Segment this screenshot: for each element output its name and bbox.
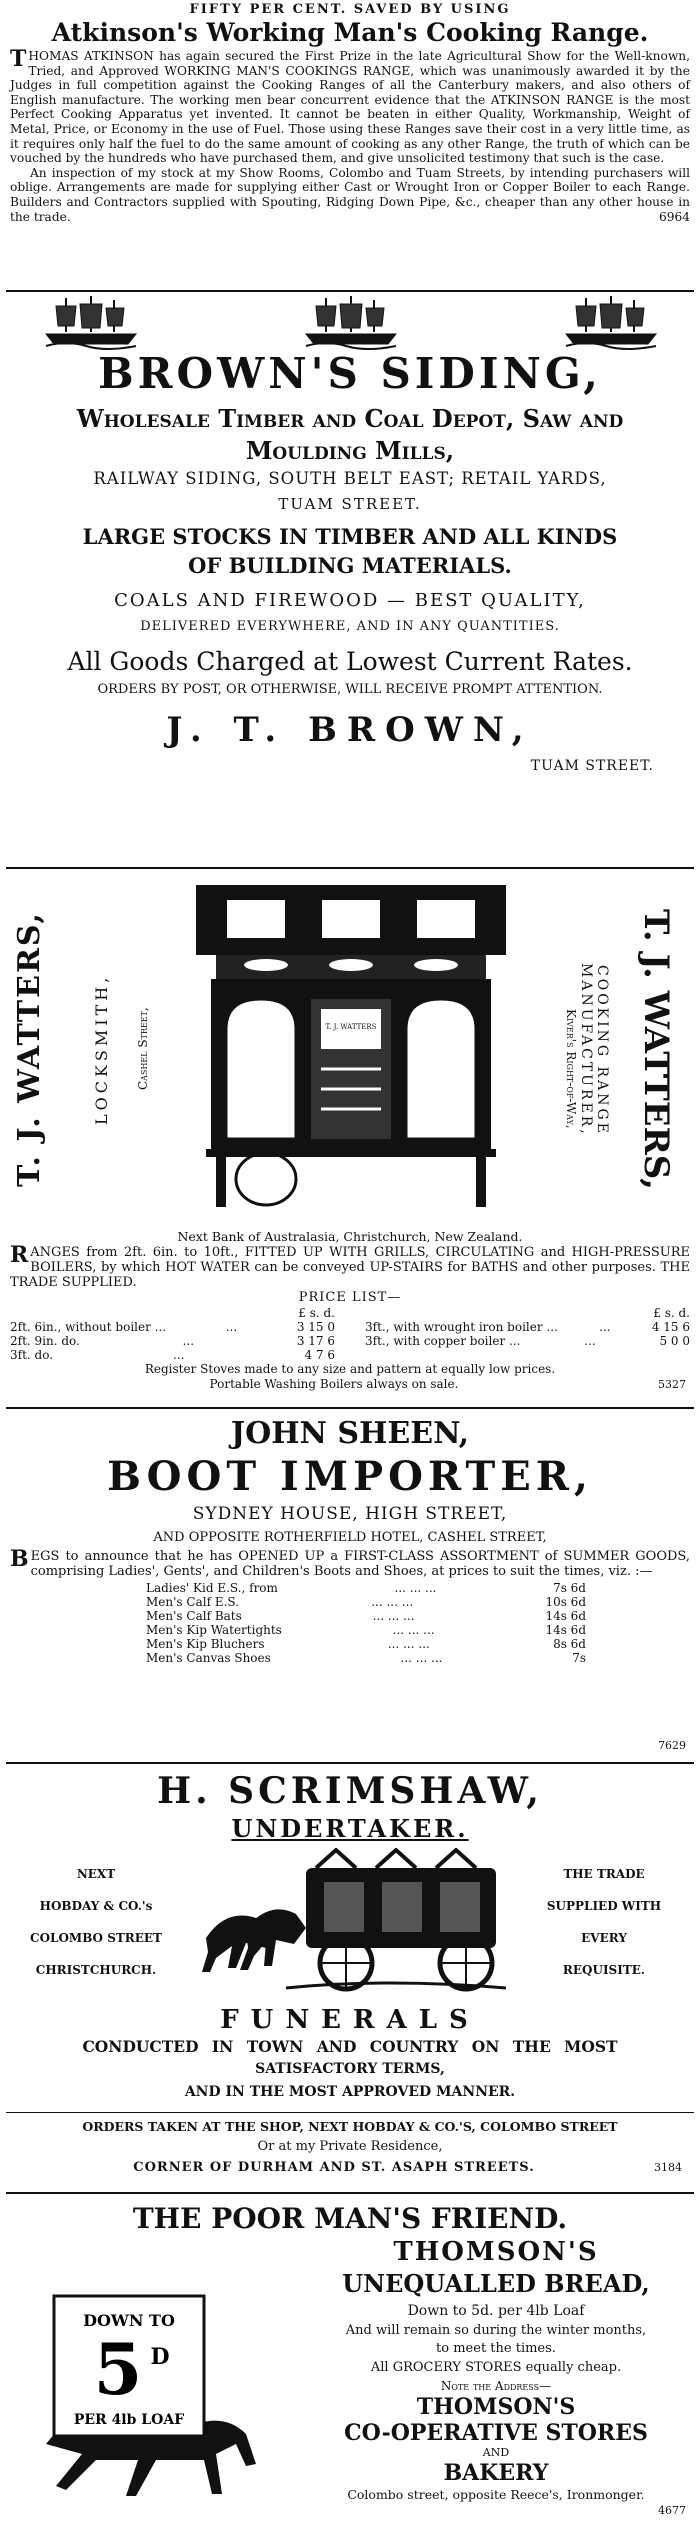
- atkinson-title: Atkinson's Working Man's Cooking Range.: [51, 18, 649, 47]
- watters-price-table: [10, 1306, 690, 1362]
- scrimshaw-name: H. SCRIMSHAW,: [157, 1770, 543, 1812]
- sheen-name: JOHN SHEEN,: [230, 1416, 470, 1451]
- sheen-ad: [6, 1409, 694, 1764]
- list-item: Men's Calf Bats ... ... ... 14s 6d: [146, 1609, 586, 1623]
- scrimshaw-left-column: NEXT HOBDAY & CO.'s COLOMBO STREET CHRISTCHURCH.: [30, 1867, 162, 1977]
- scrimshaw-line-2: SATISFACTORY TERMS,: [255, 2061, 445, 2077]
- price-row: 3ft., with wrought iron boiler ... ... 4 15 6: [365, 1320, 690, 1334]
- atkinson-ad: [6, 0, 694, 292]
- horseman-banner-illustration: [26, 2264, 276, 2504]
- list-item: Men's Kip Bluchers ... ... ... 8s 6d: [146, 1637, 586, 1651]
- brown-ad: [6, 292, 694, 869]
- watters-right-mid: COOKING RANGE MANUFACTURER,: [578, 963, 610, 1137]
- thomson-name: THOMSON'S: [393, 2237, 599, 2267]
- brown-line-3: RAILWAY SIDING, SOUTH BELT EAST; RETAIL YARDS,: [93, 469, 607, 488]
- watters-price-col-left: [10, 1306, 335, 1362]
- sheen-drop-cap: B: [10, 1546, 29, 1572]
- currency-header: £ s. d.: [653, 1306, 690, 1320]
- watters-drop-cap: R: [10, 1242, 29, 1268]
- thomson-line-1: Down to 5d. per 4lb Loaf: [407, 2303, 585, 2319]
- brown-line-6: OF BUILDING MATERIALS.: [188, 553, 512, 578]
- scrimshaw-funerals: FUNERALS: [220, 2005, 480, 2035]
- watters-body: [10, 1242, 690, 1290]
- thomson-bakery: BAKERY: [443, 2460, 549, 2486]
- thomson-headline: THE POOR MAN'S FRIEND.: [132, 2202, 568, 2235]
- brown-line-8: DELIVERED EVERYWHERE, AND IN ANY QUANTITIES.: [140, 619, 560, 634]
- scrimshaw-line-3: AND IN THE MOST APPROVED MANNER.: [184, 2084, 516, 2100]
- watters-ad: [6, 869, 694, 1409]
- price-row: 2ft. 6in., without boiler ... ... 3 15 0: [10, 1320, 335, 1334]
- scrimshaw-line-6: CORNER OF DURHAM AND ST. ASAPH STREETS.: [133, 2160, 535, 2175]
- brown-line-2: Moulding Mills,: [245, 436, 455, 465]
- thomson-title: UNEQUALLED BREAD,: [342, 2269, 650, 2298]
- watters-ref: 5327: [658, 1378, 686, 1391]
- sailing-ships-illustration: [6, 292, 694, 350]
- hearse-illustration: [186, 1848, 516, 1998]
- thomson-line-4: All GROCERY STORES equally cheap.: [370, 2360, 622, 2375]
- stove-plate-text: T. J. WATTERS: [325, 1023, 377, 1031]
- banner-sup-text: D: [150, 2344, 170, 2370]
- atkinson-body-2: [10, 166, 690, 224]
- sheen-body: [10, 1546, 690, 1579]
- hearse-area: [6, 1844, 694, 2004]
- scrimshaw-title: UNDERTAKER.: [231, 1814, 469, 1843]
- price-row: 2ft. 9in. do. ... 3 17 6: [10, 1334, 335, 1348]
- brown-street: TUAM STREET.: [530, 758, 654, 774]
- brown-line-1: Wholesale Timber and Coal Depot, Saw and: [76, 404, 624, 433]
- watters-left-mid: LOCKSMITH,: [92, 973, 111, 1125]
- watters-note-2: Portable Washing Boilers always on sale.: [209, 1377, 459, 1391]
- sheen-body-text: EGS to announce that he has OPENED UP a FIRST-CLASS ASSORTMENT of SUMMER GOODS, comprising Ladies', Gents', and Children's Boots and Shoes, at prices to suit the times, viz. :—: [30, 1549, 690, 1579]
- watters-body-text: ANGES from 2ft. 6in. to 10ft., FITTED UP WITH GRILLS, CIRCULATING and HIGH-PRESSURE BOILERS, by which HOT WATER can be conveyed UP-STAIRS for BATHS and other purposes. THE TRADE SUPPLIED.: [10, 1245, 690, 1290]
- brown-line-7: COALS AND FIREWOOD — BEST QUALITY,: [114, 590, 586, 611]
- watters-right-small: Kiver's Right-of-Way,: [564, 1009, 578, 1129]
- thomson-address: Colombo street, opposite Reece's, Ironmonger.: [347, 2487, 645, 2502]
- watters-left-big: T. J. WATTERS,: [12, 911, 47, 1187]
- sheen-ref: 7629: [658, 1739, 686, 1752]
- scrimshaw-line-1: CONDUCTED IN TOWN AND COUNTRY ON THE MOST: [82, 2037, 618, 2056]
- list-item: Men's Kip Watertights ... ... ... 14s 6d: [146, 1623, 586, 1637]
- thomson-line-2: And will remain so during the winter months,: [345, 2323, 647, 2338]
- brown-title: BROWN'S SIDING,: [98, 349, 602, 398]
- list-item: Men's Canvas Shoes ... ... ... 7s: [146, 1651, 586, 1665]
- atkinson-ref: 6964: [658, 209, 690, 224]
- brown-line-4: TUAM STREET.: [278, 495, 422, 513]
- brown-line-9: All Goods Charged at Lowest Current Rates.: [67, 647, 633, 676]
- thomson-ref: 4677: [658, 2504, 686, 2517]
- atkinson-body-2-text: An inspection of my stock at my Show Rooms, Colombo and Tuam Streets, by intending purchasers will oblige. Arrangements are made for supplying either Cast or Wrought Iron or Copper Boiler to each Range. Builders and Contractors supplied with Spouting, Ridging Down Pipe, &c., cheaper than any other house in the trade.: [10, 165, 690, 224]
- watters-price-col-right: [365, 1306, 690, 1362]
- currency-header: £ s. d.: [298, 1306, 335, 1320]
- thomson-line-5: Note the Address—: [440, 2379, 552, 2393]
- watters-note-1: Register Stoves made to any size and pattern at equally low prices.: [144, 1362, 556, 1376]
- thomson-store-1: THOMSON'S: [416, 2394, 576, 2420]
- scrimshaw-ref: 3184: [654, 2161, 682, 2174]
- watters-left-small: Cashel Street,: [136, 1007, 150, 1091]
- price-row: 3ft., with copper boiler ... ... 5 0 0: [365, 1334, 690, 1348]
- scrimshaw-right-column: THE TRADE SUPPLIED WITH EVERY REQUISITE.: [546, 1867, 662, 1977]
- cooking-range-illustration: [186, 879, 516, 1219]
- sheen-title: BOOT IMPORTER,: [107, 1453, 593, 1500]
- scrimshaw-line-5: Or at my Private Residence,: [257, 2139, 443, 2154]
- watters-price-title: PRICE LIST—: [298, 1290, 402, 1305]
- sheen-line-1: SYDNEY HOUSE, HIGH STREET,: [192, 1504, 508, 1524]
- thomson-store-2: CO-OPERATIVE STORES: [344, 2420, 648, 2446]
- watters-address: Next Bank of Australasia, Christchurch, New Zealand.: [177, 1229, 523, 1244]
- brown-line-10: ORDERS BY POST, OR OTHERWISE, WILL RECEIVE PROMPT ATTENTION.: [97, 682, 603, 697]
- thomson-text-column: [306, 2236, 686, 2517]
- thomson-ad: [6, 2194, 694, 2522]
- sheen-price-list: [146, 1581, 586, 1665]
- banner-bottom-text: PER 4lb LOAF: [73, 2412, 185, 2428]
- divider: [6, 2112, 694, 2113]
- brown-line-5: LARGE STOCKS IN TIMBER AND ALL KINDS: [82, 524, 618, 549]
- watters-illustration-area: [6, 869, 694, 1229]
- scrimshaw-ad: [6, 1764, 694, 2194]
- list-item: Ladies' Kid E.S., from ... ... ... 7s 6d: [146, 1581, 586, 1595]
- banner-top-text: DOWN TO: [83, 2311, 175, 2330]
- banner-big-text: 5: [93, 2328, 143, 2411]
- price-row: 3ft. do. ... 4 7 6: [10, 1348, 335, 1362]
- atkinson-top-line: FIFTY PER CENT. SAVED BY USING: [189, 2, 511, 17]
- thomson-and: AND: [482, 2446, 510, 2459]
- sheen-line-2: AND OPPOSITE ROTHERFIELD HOTEL, CASHEL STREET,: [153, 1530, 547, 1545]
- atkinson-drop-cap: T: [10, 46, 27, 72]
- list-item: Men's Calf E.S. ... ... ... 10s 6d: [146, 1595, 586, 1609]
- thomson-line-3: to meet the times.: [436, 2341, 556, 2356]
- watters-right-big: T. J. WATTERS,: [636, 908, 676, 1190]
- atkinson-body-text: HOMAS ATKINSON has again secured the First Prize in the late Agricultural Show for the Well-known, Tried, and Approved WORKING MAN'S COOKINGS RANGE, which was unanimously awarded it by the Judges in full competition against the Cooking Ranges of all the Canterbury makers, and also others of English manufacture. The working men bear concurrent evidence that the ATKINSON RANGE is the most Perfect Cooking Apparatus yet invented. It cannot be beaten in either Quality, Workmanship, Weight of Metal, Price, or Economy in the use of Fuel. Those using these Ranges save their cost in a very little time, as it requires only half the fuel to do the same amount of cooking as any other Range, the truth of which can be vouched by the hundreds who have purchased them, and give unsolicited testimony that such is the case.: [10, 49, 690, 166]
- atkinson-body: [10, 46, 690, 166]
- scrimshaw-line-4: ORDERS TAKEN AT THE SHOP, NEXT HOBDAY & CO.'S, COLOMBO STREET: [82, 2119, 618, 2134]
- brown-name: J. T. BROWN,: [166, 710, 534, 750]
